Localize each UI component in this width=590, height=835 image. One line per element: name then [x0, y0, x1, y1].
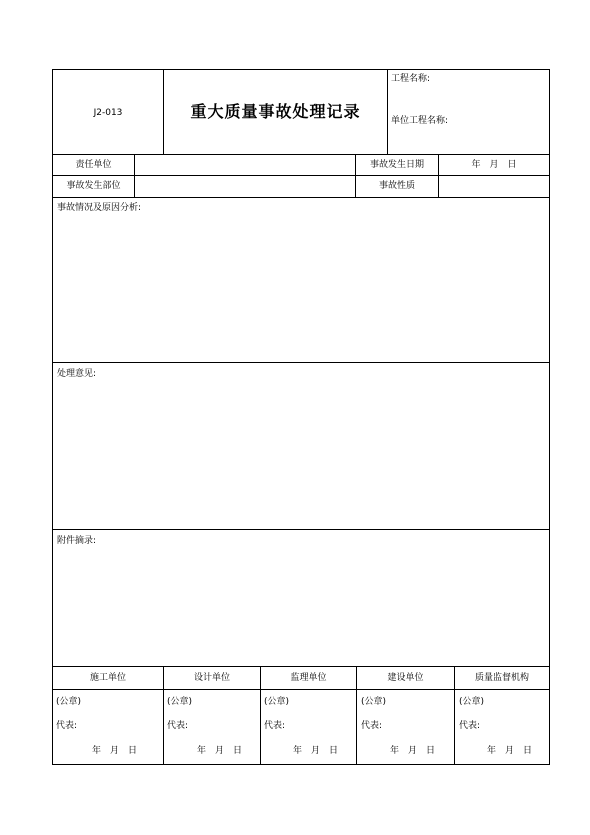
- header-bottom-line: [52, 154, 550, 155]
- signature-seal-construction: (公章): [56, 697, 82, 707]
- signature-rep-design[interactable]: 代表:: [167, 721, 189, 731]
- info-col-line-1: [134, 154, 135, 197]
- signature-rep-construction[interactable]: 代表:: [56, 721, 78, 731]
- signature-seal-design: (公章): [167, 697, 193, 707]
- opinion-area[interactable]: [53, 382, 549, 529]
- signature-date-design[interactable]: 年 月 日: [197, 746, 243, 756]
- page-title: 重大质量事故处理记录: [190, 102, 361, 121]
- signature-unit-construction: 施工单位: [89, 673, 126, 683]
- accident-date-label: 事故发生日期: [369, 160, 424, 170]
- accident-date-value[interactable]: 年 月 日: [471, 160, 517, 170]
- analysis-area[interactable]: [53, 216, 549, 362]
- signature-unit-design: 设计单位: [193, 673, 230, 683]
- signature-unit-owner: 建设单位: [387, 673, 424, 683]
- signature-header-line: [52, 689, 550, 690]
- analysis-bottom-line: [52, 362, 550, 363]
- border-top: [52, 69, 550, 70]
- signature-date-construction[interactable]: 年 月 日: [92, 746, 138, 756]
- header-divider-2: [387, 69, 388, 154]
- form-code: J2-013: [93, 108, 123, 118]
- analysis-label: 事故情况及原因分析:: [57, 203, 142, 213]
- signature-date-owner[interactable]: 年 月 日: [390, 746, 436, 756]
- signature-date-quality-agency[interactable]: 年 月 日: [487, 746, 533, 756]
- opinion-bottom-line: [52, 529, 550, 530]
- attachment-area[interactable]: [53, 549, 549, 666]
- border-bottom: [52, 764, 550, 765]
- signature-rep-quality-agency[interactable]: 代表:: [459, 721, 481, 731]
- signature-unit-quality-agency: 质量监督机构: [474, 673, 529, 683]
- signature-rep-supervision[interactable]: 代表:: [264, 721, 286, 731]
- signature-seal-quality-agency: (公章): [459, 697, 485, 707]
- accident-nature-label: 事故性质: [378, 181, 415, 191]
- responsible-unit-label: 责任单位: [75, 160, 112, 170]
- signature-seal-owner: (公章): [361, 697, 387, 707]
- info-row-line-2: [52, 197, 550, 198]
- attachment-label: 附件摘录:: [57, 536, 97, 546]
- opinion-label: 处理意见:: [57, 369, 97, 379]
- info-row-line-1: [52, 175, 550, 176]
- signature-rep-owner[interactable]: 代表:: [361, 721, 383, 731]
- unit-project-name-label: 单位工程名称:: [391, 116, 449, 126]
- project-name-label: 工程名称:: [391, 74, 431, 84]
- signature-date-supervision[interactable]: 年 月 日: [293, 746, 339, 756]
- signature-seal-supervision: (公章): [264, 697, 290, 707]
- accident-location-label: 事故发生部位: [66, 181, 121, 191]
- signature-unit-supervision: 监理单位: [290, 673, 327, 683]
- border-right: [549, 69, 550, 765]
- attachment-bottom-line: [52, 666, 550, 667]
